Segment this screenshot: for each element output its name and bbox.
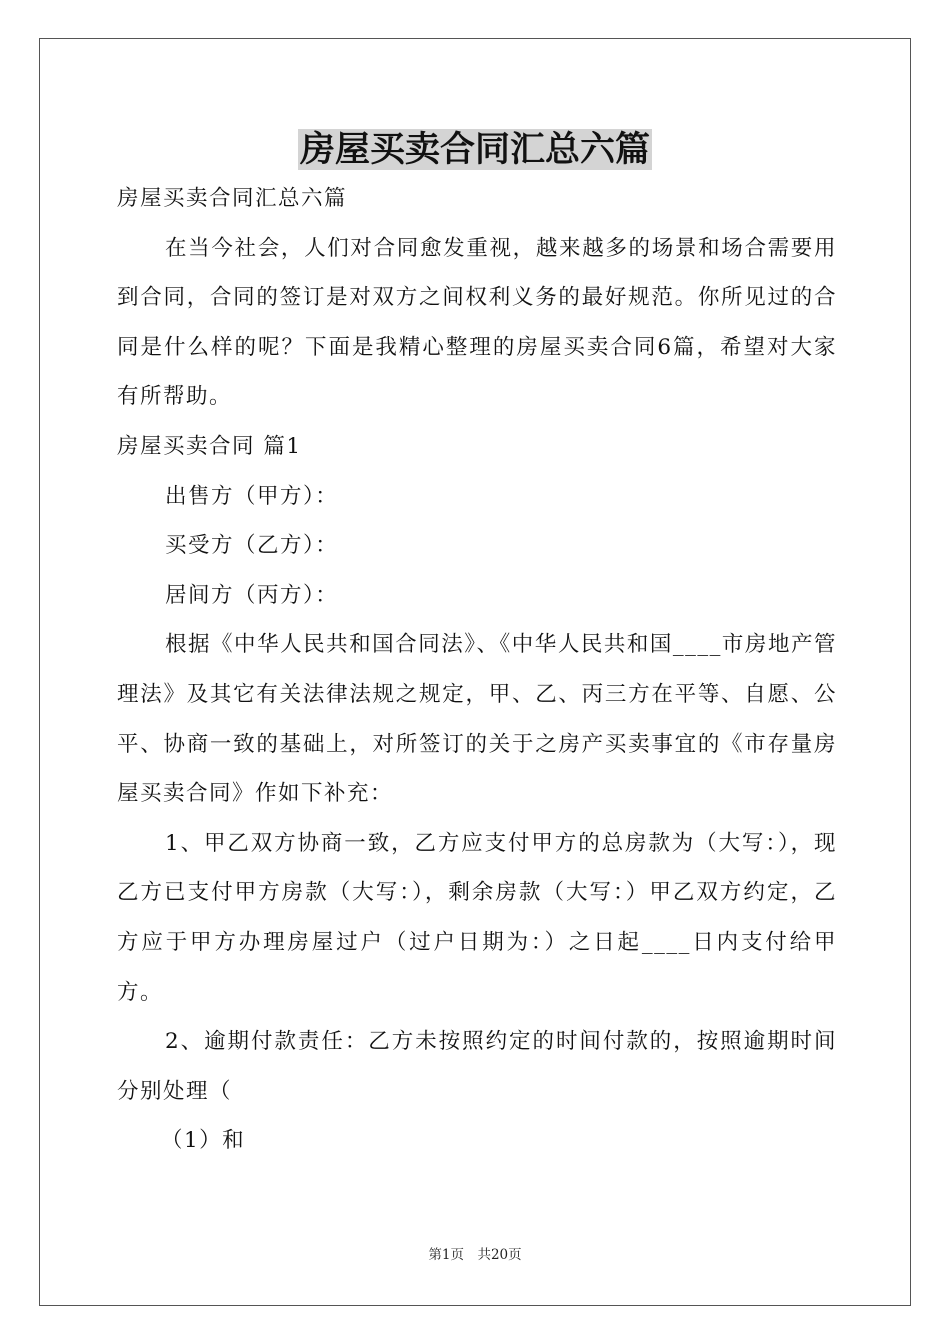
party-broker: 居间方（丙方）： <box>165 582 339 608</box>
clause-2: 2、逾期付款责任：乙方未按照约定的时间付款的，按照逾期时间分别处理（ <box>117 1029 837 1104</box>
clause-1: 1、甲乙双方协商一致，乙方应支付甲方的总房款为（大写：），现乙方已支付甲方房款（大写：），剩余房款（大写：）甲乙双方约定，乙方应于甲方办理房屋过户（过户日期为：）之日起____日内支付给甲方。 <box>117 830 837 1005</box>
document-subtitle: 房屋买卖合同汇总六篇 <box>117 186 348 211</box>
page-footer <box>0 1245 950 1265</box>
party-seller: 出售方（甲方）： <box>165 483 339 509</box>
document-body <box>117 174 837 1166</box>
intro-paragraph: 在当今社会，人们对合同愈发重视，越来越多的场景和场合需要用到合同，合同的签订是对双方之间权利义务的最好规范。你所见过的合同是什么样的呢？下面是我精心整理的房屋买卖合同6篇，希望对大家有所帮助。 <box>117 235 837 410</box>
page-number: 第1页 共20页 <box>428 1247 522 1263</box>
clause-2-item-1: （1）和 <box>161 1128 246 1154</box>
document-title-text: 房屋买卖合同汇总六篇 <box>299 129 650 170</box>
party-buyer: 买受方（乙方）： <box>165 533 339 559</box>
document-title <box>0 126 950 174</box>
legal-basis-paragraph: 根据《中华人民共和国合同法》、《中华人民共和国____市房地产管理法》及其它有关法律法规之规定，甲、乙、丙三方在平等、自愿、公平、协商一致的基础上，对所签订的关于之房产买卖事宜的《市存量房屋买卖合同》作如下补充： <box>117 632 837 807</box>
section-heading: 房屋买卖合同 篇1 <box>117 433 302 459</box>
